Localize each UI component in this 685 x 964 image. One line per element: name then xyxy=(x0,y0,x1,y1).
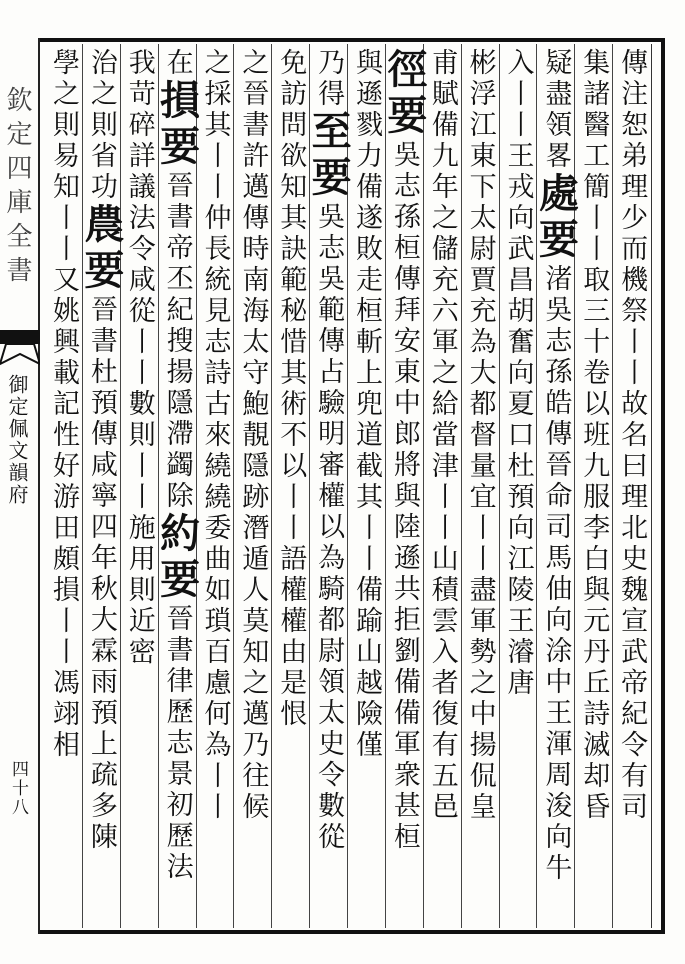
text-column xyxy=(268,48,312,926)
entry-heading: 徑要 xyxy=(380,48,428,140)
entry-heading: 至要 xyxy=(305,110,353,202)
column-text: 集諸醫工簡丨丨取三十卷以班九服李白與元丹丘詩滅却昏 xyxy=(578,48,610,823)
entry-heading: 損要 xyxy=(153,79,201,171)
text-column xyxy=(230,48,274,926)
text-column xyxy=(155,48,199,926)
frame-top-rule xyxy=(38,38,665,42)
column-text: 苛碎詳議法令咸從丨丨 xyxy=(123,79,155,389)
column-text: 入丨丨 xyxy=(502,48,534,141)
column-text: 晉書帝丕紀搜揚隱滯蠲除 xyxy=(161,171,193,512)
page-margin xyxy=(0,38,40,934)
column-text: 吳志吳範傳占驗明審權以為騎都尉領太史令數從 xyxy=(313,202,345,853)
book-title: 御定佩文韻府 xyxy=(5,374,29,506)
text-column xyxy=(79,48,123,926)
column-text: 數則丨丨施用則近密 xyxy=(123,389,155,668)
text-column xyxy=(305,48,353,926)
text-column xyxy=(609,48,653,926)
text-column xyxy=(117,48,161,926)
column-text: 吳志孫桓傳拜安東中郎將與陸遜共拒劉備備軍衆甚桓 xyxy=(388,140,420,853)
entry-heading: 約要 xyxy=(153,512,201,604)
column-text: 乃得 xyxy=(313,48,345,110)
column-text: 丨丨又姚興載記性好游田頗損丨丨馮翊相 xyxy=(47,203,79,761)
column-text: 免 xyxy=(275,48,307,79)
fishtail-mark-icon xyxy=(0,328,40,366)
column-text: 學之則易知 xyxy=(47,48,79,203)
column-text: 治之則省功 xyxy=(85,48,117,203)
collection-title: 欽定四庫全書 xyxy=(2,86,32,290)
column-text: 我 xyxy=(123,48,155,79)
column-text: 王戎向武昌胡奮向夏口杜預向江陵王濬唐 xyxy=(502,141,534,699)
text-column xyxy=(192,48,236,926)
text-column xyxy=(532,48,580,926)
column-text: 晉書杜預傳咸寧四年秋大霖雨預上疏多陳 xyxy=(85,295,117,853)
column-text: 彬浮江東下太尉賈充為大都督量宜丨丨盡軍勢之中揚侃皇 xyxy=(464,48,496,823)
entry-heading: 農要 xyxy=(77,203,125,295)
text-column xyxy=(420,48,464,926)
text-column xyxy=(458,48,502,926)
column-text: 之採其丨丨仲長統見志詩古來繞繞委曲如瑣百慮何為丨丨 xyxy=(199,48,231,823)
column-text: 在 xyxy=(161,48,193,79)
column-text: 甫賦備九年之儲充六軍之給當津丨丨山積雲入者復有五邑 xyxy=(426,48,458,823)
text-column xyxy=(382,48,426,926)
text-column xyxy=(495,48,539,926)
frame-bottom-rule xyxy=(38,930,665,934)
column-text: 晉書律歷志景初歷法 xyxy=(161,604,193,883)
page-number: 四十八 xyxy=(8,760,28,817)
column-text: 傳注恕弟理少而機祭丨丨故名曰理北史魏宣武帝紀令有司 xyxy=(616,48,648,823)
entry-heading: 處要 xyxy=(532,172,580,264)
column-text: 渚吳志孫皓傳晉命司馬伷向涂中王渾周浚向牛 xyxy=(540,264,572,884)
column-text: 疑盡領畧 xyxy=(540,48,572,172)
frame-right-rule xyxy=(661,38,665,934)
text-column xyxy=(41,48,85,926)
column-text: 與遜戮力備遂敗走桓斬上兜道截其丨丨備踰山越險僅 xyxy=(350,48,382,761)
column-text: 之晉書許邁傳時南海太守鮑靚隱跡潛遁人莫知之邁乃往候 xyxy=(237,48,269,823)
column-text: 訪問欲知其訣範秘惜其術不以丨丨語權權由是恨 xyxy=(275,79,307,730)
